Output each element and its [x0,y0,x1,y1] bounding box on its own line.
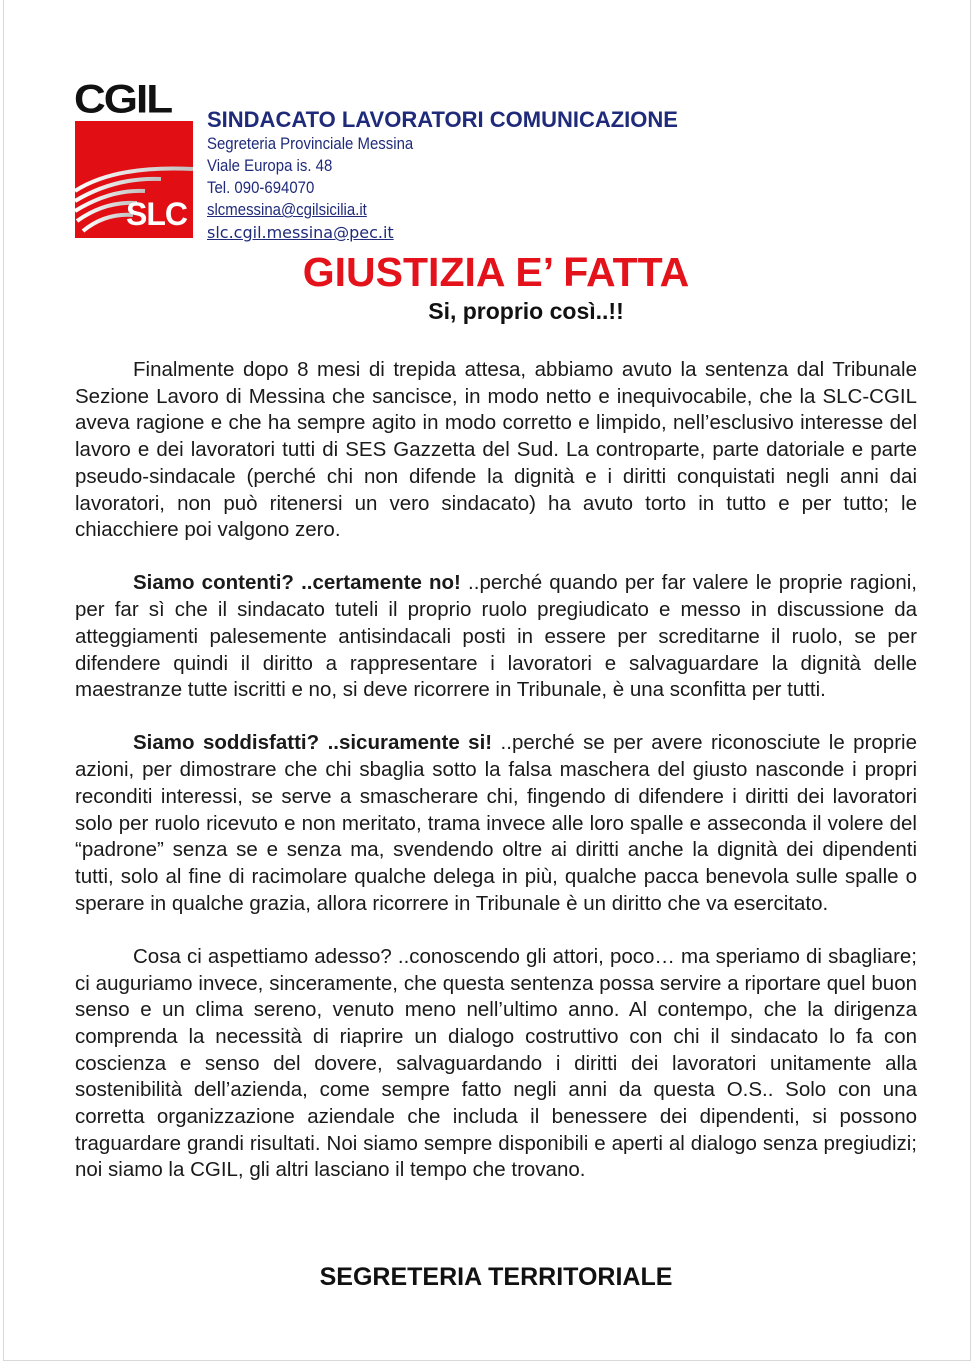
page-title: GIUSTIZIA E’ FATTA [302,249,690,295]
logo-slc-text: SLC [126,196,187,232]
address: Viale Europa is. 48 [207,156,333,175]
office-name: Segreteria Provinciale Messina [207,134,414,153]
cgil-slc-logo [74,77,194,232]
logo-red-box [75,121,193,238]
paragraph-lead: Siamo contenti? ..certamente no! [133,571,461,595]
paragraph-text: Cosa ci aspettiamo adesso? ..conoscendo gli attori, poco… ma speriamo di sbagliare; ci auguriamo invece, sinceramente, che questa sentenza possa servire a riportare quel buon senso e un clima sereno, venuto meno nell’ultimo anno. Al contempo, che la dirigenza comprenda la necessità di riaprire un dialogo costruttivo con chi il sindacato lo fa con coscienza e senso del dovere, salvaguardando i diritti dei lavoratori unitamente alla sostenibilità dell’azienda, come sempre fatto negli anni da questa O.S.. Solo con una corretta organizzazione aziendale che includa il benessere dei dipendenti, si possono traguardare grandi risultati. Noi siamo sempre disponibili e aperti al dialogo senza pregiudizi; noi siamo la CGIL, gli altri lasciano il tempo che trovano. [75,944,917,1182]
paragraph-lead: Siamo soddisfatti? ..sicuramente si! [133,731,493,755]
email-link[interactable]: slcmessina@cgilsicilia.it [207,200,367,219]
paragraph [75,944,917,1184]
page-subtitle: Si, proprio così..!! [428,298,624,324]
letterhead [207,107,678,245]
body-text [75,357,917,1211]
paragraph-text: Finalmente dopo 8 mesi di trepida attesa, abbiamo avuto la sentenza dal Tribunale Sezione Lavoro di Messina che sancisce, in modo netto e inequivocabile, che la SLC-CGIL aveva ragione e che ha sempre agito in modo corretto e limpido, nell’esclusivo interesse del lavoro e dei lavoratori tutti di SES Gazzetta del Sud. La controparte, parte datoriale e parte pseudo-sindacale (perché chi non difende la dignità e i diritti conquistati negli anni dai lavoratori, non può ritenersi un vero sindacato) ha avuto torto in tutto e per tutto; le chiacchiere poi valgono zero. [75,358,917,542]
logo-cgil-text: CGIL [74,77,172,122]
paragraph [75,730,917,917]
paragraph-text: ..perché quando per far valere le proprie ragioni, per far sì che il sindacato tuteli il proprio ruolo pregiudicato e messo in discussione da atteggiamenti palesemente antisindacali posti in essere per screditarne il ruolo, se per difendere quindi il diritto a rappresentare i lavoratori e salvaguardare la dignità delle maestranze tutte iscritti e no, si deve ricorrere in Tribunale, è una sconfitta per tutti. [75,571,918,702]
org-name: SINDACATO LAVORATORI COMUNICAZIONE [207,107,678,132]
signature: SEGRETERIA TERRITORIALE [319,1263,673,1291]
pec-link[interactable]: slc.cgil.messina@pec.it [207,223,394,242]
paragraph [75,570,917,704]
phone: Tel. 090-694070 [207,178,315,197]
paragraph-text: ..perché se per avere riconosciute le proprie azioni, per dimostrare che chi sbaglia sotto la falsa maschera del giusto nasconde i propri reconditi interessi, se serve a smascherare chi, fingendo di difendere i diritti dei lavoratori solo per ruolo ricevuto e non meritato, trama invece alle loro spalle e asseconda il volere del “padrone” senza se e senza ma, svendendo oltre ai diritti anche la dignità dei dipendenti tutti, solo al fine di racimolare qualche delega in più, qualche pacca benevola sulle spalle o sperare in qualche grazia, allora ricorrere in Tribunale è un diritto che va esercitato. [75,731,917,915]
paragraph [75,357,917,544]
